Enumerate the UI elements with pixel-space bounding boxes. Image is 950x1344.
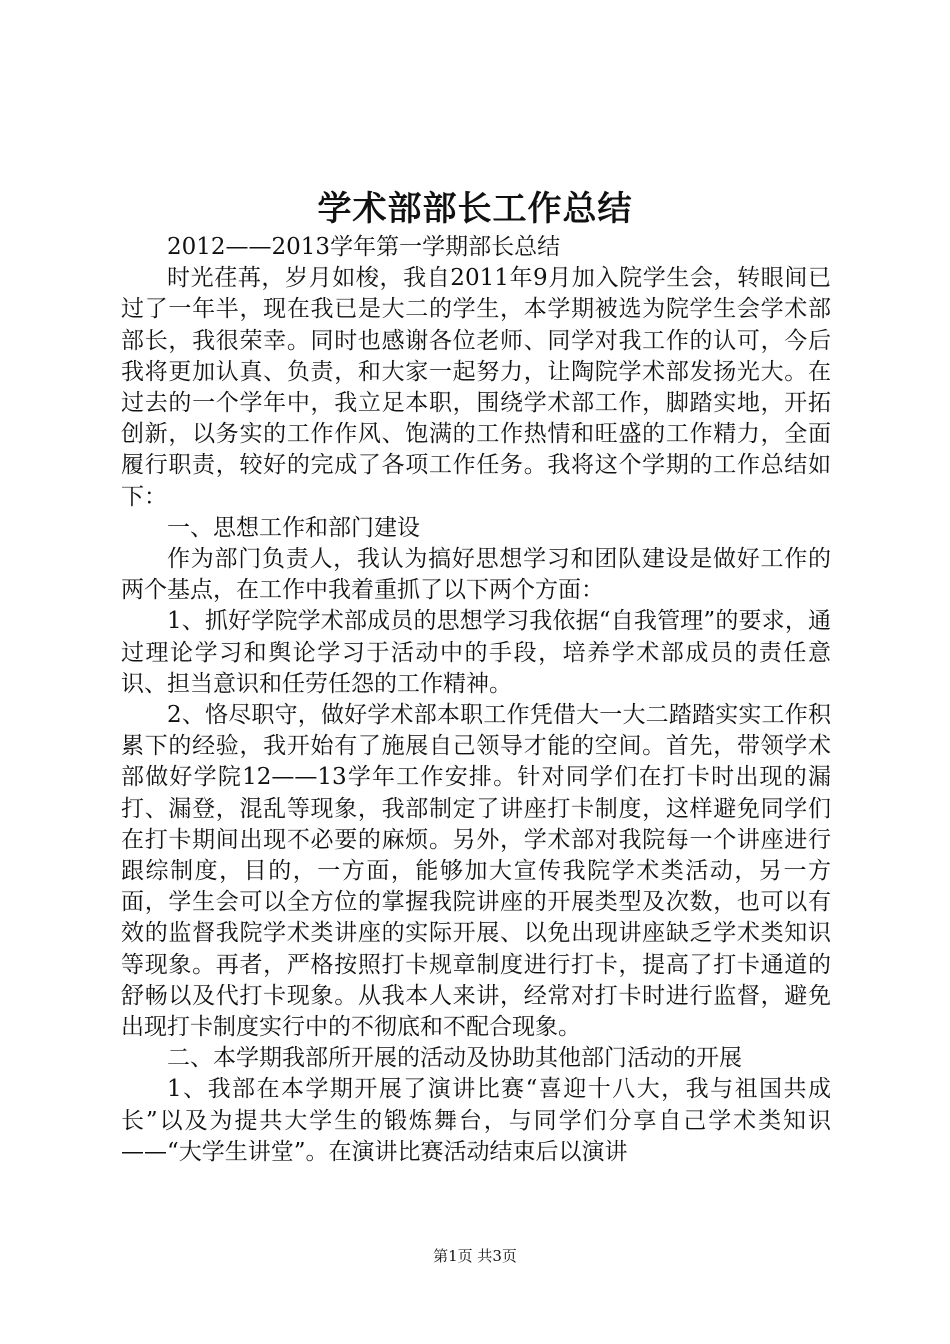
page-footer: 第1页 共3页 [433, 1247, 517, 1265]
section-heading-1: 一、思想工作和部门建设 [167, 514, 420, 541]
document-body [121, 232, 831, 1168]
section-heading-2: 二、本学期我部所开展的活动及协助其他部门活动的开展 [167, 1045, 742, 1072]
paragraph-item-2: 2、恪尽职守，做好学术部本职工作凭借大一大二踏踏实实工作积累下的经验，我开始有了施展自己领导才能的空间。首先，带领学术部做好学院12——13学年工作安排。针对同学们在打卡时出现的漏打、漏登，混乱等现象，我部制定了讲座打卡制度，这样避免同学们在打卡期间出现不必要的麻烦。另外，学术部对我院每一个讲座进行跟综制度，目的，一方面，能够加大宣传我院学术类活动，另一方面，学生会可以全方位的掌握我院讲座的开展类型及次数，也可以有效的监督我院学术类讲座的实际开展、以免出现讲座缺乏学术类知识等现象。再者，严格按照打卡规章制度进行打卡，提高了打卡通道的舒畅以及代打卡现象。从我本人来讲，经常对打卡时进行监督，避免出现打卡制度实行中的不彻底和不配合现象。 [121, 702, 831, 1041]
paragraph-introduction: 时光荏苒，岁月如梭，我自2011年9月加入院学生会，转眼间已过了一年半，现在我已是大二的学生，本学期被选为院学生会学术部部长，我很荣幸。同时也感谢各位老师、同学对我工作的认可，今后我将更加认真、负责，和大家一起努力，让陶院学术部发扬光大。在过去的一个学年中，我立足本职，围绕学术部工作，脚踏实地，开拓创新，以务实的工作作风、饱满的工作热情和旺盛的工作精力，全面履行职责，较好的完成了各项工作任务。我将这个学期的工作总结如下： [121, 265, 831, 510]
document-title: 学术部部长工作总结 [317, 189, 633, 229]
paragraph-activities: 1、我部在本学期开展了演讲比赛“喜迎十八大，我与祖国共成长”以及为提共大学生的锻炼舞台，与同学们分享自己学术类知识——“大学生讲堂”。在演讲比赛活动结束后以演讲 [121, 1076, 831, 1165]
paragraph-section-1-intro: 作为部门负责人，我认为搞好思想学习和团队建设是做好工作的两个基点，在工作中我着重抓了以下两个方面： [121, 546, 831, 604]
paragraph-item-1: 1、抓好学院学术部成员的思想学习我依据“自我管理”的要求，通过理论学习和舆论学习于活动中的手段，培养学术部成员的责任意识、担当意识和任劳任怨的工作精神。 [121, 608, 831, 697]
paragraph-semester-heading: 2012——2013学年第一学期部长总结 [167, 234, 561, 260]
